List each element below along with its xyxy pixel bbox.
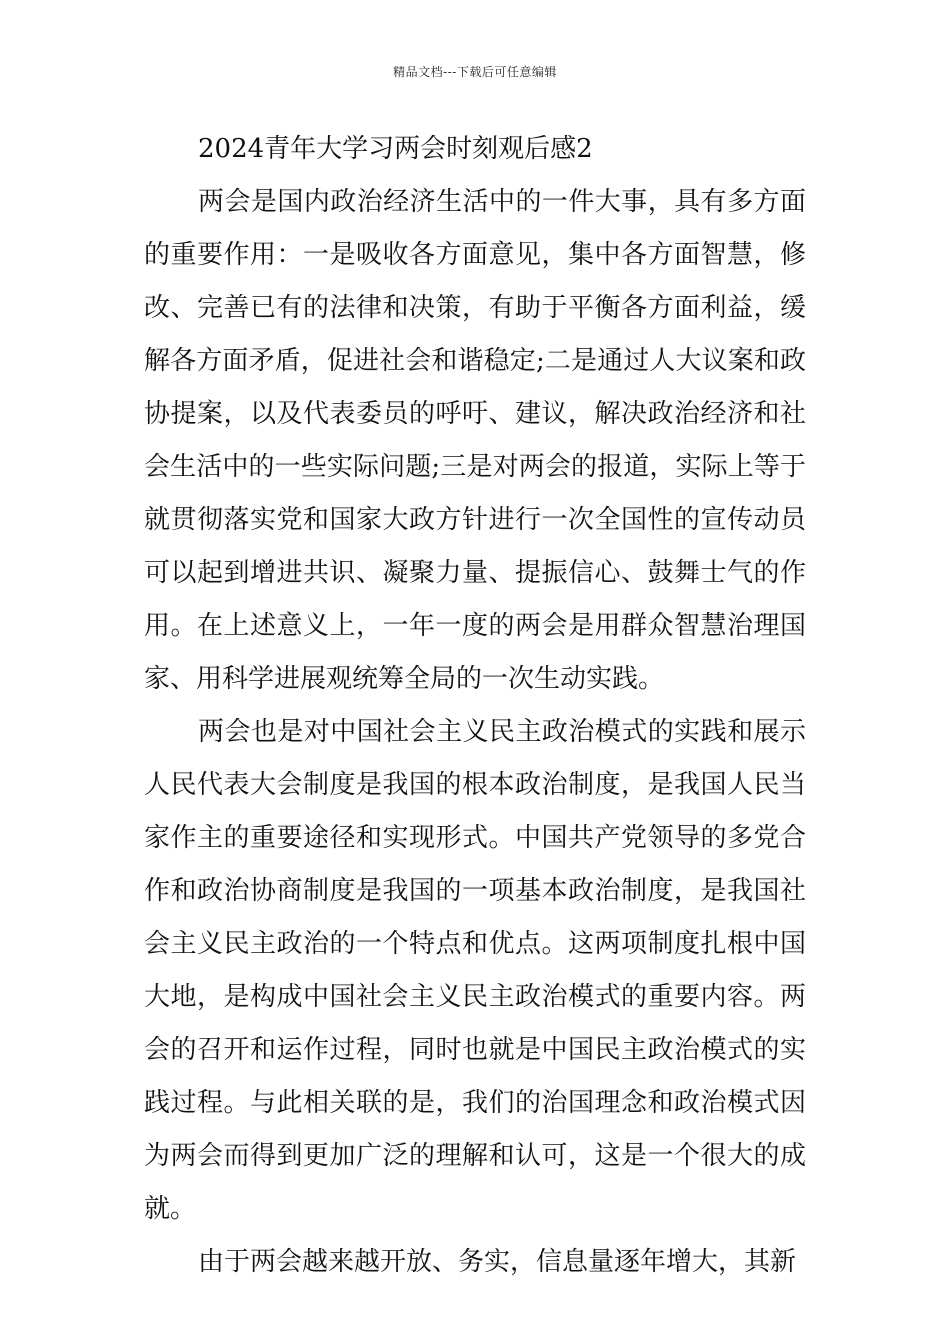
paragraph-1: 两会是国内政治经济生活中的一件大事，具有多方面的重要作用：一是吸收各方面意见，集中各方面智慧，修改、完善已有的法律和决策，有助于平衡各方面利益，缓解各方面矛盾，促进社会和谐稳定;二是通过人大议案和政协提案，以及代表委员的呼吁、建议，解决政治经济和社会生活中的一些实际问题;三是对两会的报道，实际上等于就贯彻落实党和国家大政方针进行一次全国性的宣传动员可以起到增进共识、凝聚力量、提振信心、鼓舞士气的作用。在上述意义上，一年一度的两会是用群众智慧治理国家、用科学进展观统筹全局的一次生动实践。 xyxy=(144,187,806,694)
document-body xyxy=(144,127,806,1289)
paragraph-3: 由于两会越来越开放、务实，信息量逐年增大，其新 xyxy=(198,1247,797,1277)
document-title: 2024青年大学习两会时刻观后感2 xyxy=(198,134,593,164)
paragraph-2: 两会也是对中国社会主义民主政治模式的实践和展示人民代表大会制度是我国的根本政治制度，是我国人民当家作主的重要途径和实现形式。中国共产党领导的多党合作和政治协商制度是我国的一项基本政治制度，是我国社会主义民主政治的一个特点和优点。这两项制度扎根中国大地，是构成中国社会主义民主政治模式的重要内容。两会的召开和运作过程，同时也就是中国民主政治模式的实践过程。与此相关联的是，我们的治国理念和政治模式因为两会而得到更加广泛的理解和认可，这是一个很大的成就。 xyxy=(144,717,806,1224)
page-header: 精品文档---下载后可任意编辑 xyxy=(393,65,557,79)
